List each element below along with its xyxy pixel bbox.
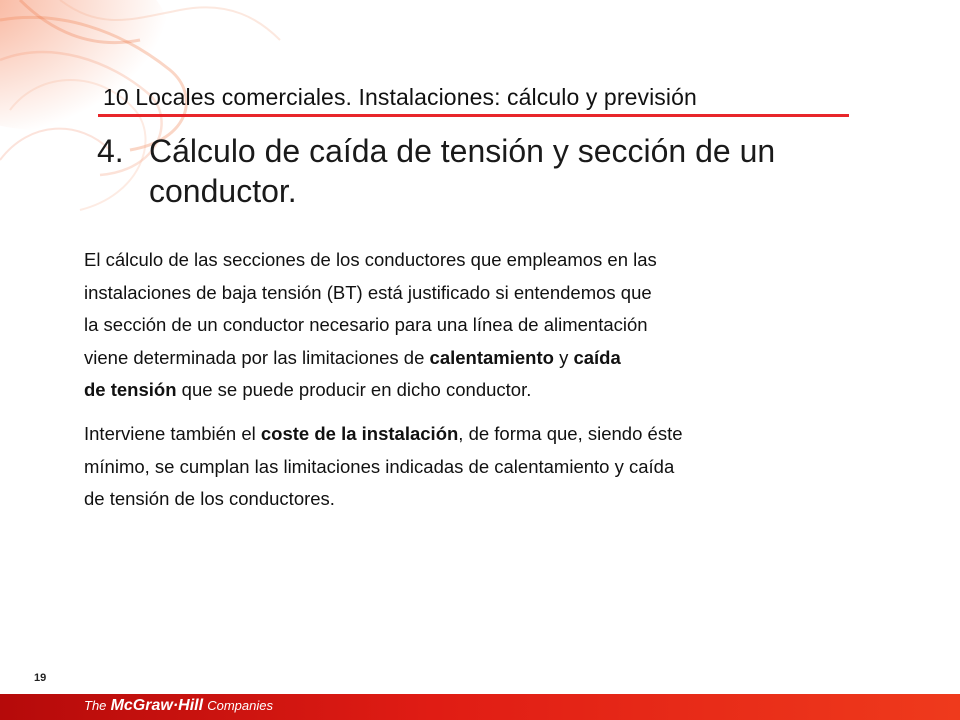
footer-bar xyxy=(0,694,960,720)
section-number: 4. xyxy=(97,133,124,169)
emphasis-de-tension: de tensión xyxy=(84,379,177,400)
header-underline xyxy=(98,114,849,117)
section-title: Cálculo de caída de tensión y sección de un conductor. xyxy=(149,133,776,209)
paragraph-1-line-4a: viene determinada por las limitaciones de xyxy=(84,346,430,368)
paragraph-1-line-3: la sección de un conductor necesario para una línea de alimentación xyxy=(84,314,648,335)
logo-prefix: The xyxy=(84,698,107,713)
paragraph-2 xyxy=(84,418,854,516)
header-title: 10 Locales comerciales. Instalaciones: cálculo y previsión xyxy=(103,84,697,110)
logo-suffix: Companies xyxy=(207,698,273,713)
section-heading xyxy=(97,131,857,211)
paragraph-1-line-5: que se puede producir en dicho conductor. xyxy=(176,379,532,400)
paragraph-2-line-1b: , de forma que, siendo éste xyxy=(458,423,683,444)
paragraph-1-line-1: El cálculo de las secciones de los conductores que empleamos en las xyxy=(84,249,657,270)
logo-brand: McGraw·Hill xyxy=(110,697,204,714)
paragraph-2-line-2: mínimo, se cumplan las limitaciones indicadas de calentamiento y caída xyxy=(84,455,675,477)
paragraph-2-line-1a: Interviene también el xyxy=(84,423,261,444)
emphasis-caida: caída xyxy=(573,346,621,368)
paragraph-1 xyxy=(84,244,854,407)
paragraph-1-line-2: instalaciones de baja tensión (BT) está justificado si entendemos que xyxy=(84,281,652,303)
page-number: 19 xyxy=(34,672,47,684)
emphasis-coste-instalacion: coste de la instalación xyxy=(260,423,459,444)
emphasis-calentamiento: calentamiento xyxy=(429,346,554,368)
paragraph-2-line-3: de tensión de los conductores. xyxy=(84,488,335,509)
publisher-logo xyxy=(84,697,273,715)
paragraph-1-line-4b: y xyxy=(553,346,574,368)
